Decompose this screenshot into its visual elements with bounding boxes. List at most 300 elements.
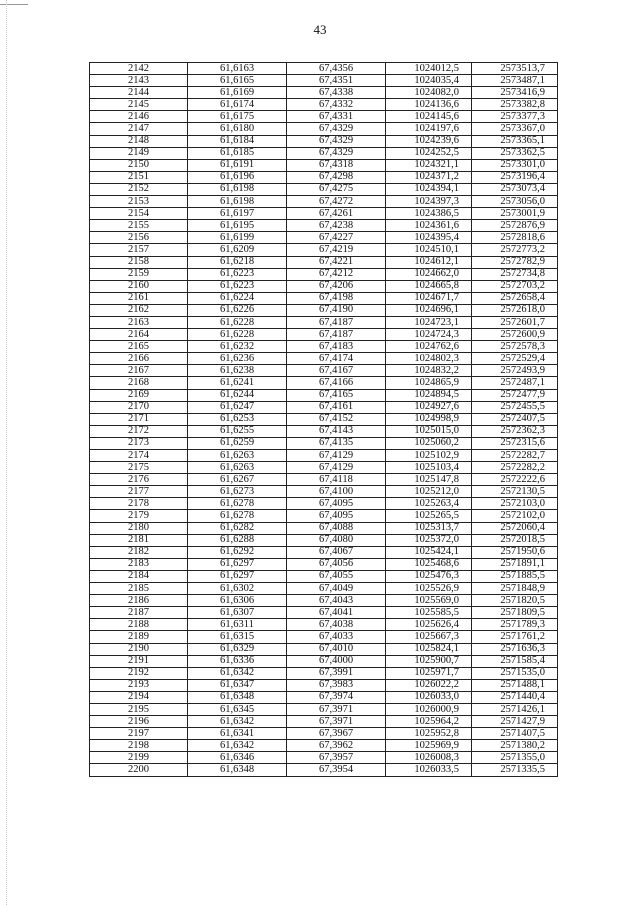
latitude-cell: 61,6255 xyxy=(188,425,287,437)
y-coordinate-cell: 2573367,0 xyxy=(472,123,558,135)
latitude-cell: 61,6342 xyxy=(188,716,287,728)
table-row xyxy=(90,437,558,449)
latitude-cell: 61,6244 xyxy=(188,389,287,401)
y-coordinate-cell: 2572773,2 xyxy=(472,244,558,256)
point-number-cell: 2198 xyxy=(90,740,188,752)
y-coordinate-cell: 2572487,1 xyxy=(472,377,558,389)
point-number-cell: 2187 xyxy=(90,607,188,619)
longitude-cell: 67,3954 xyxy=(287,764,386,776)
latitude-cell: 61,6199 xyxy=(188,232,287,244)
point-number-cell: 2194 xyxy=(90,691,188,703)
longitude-cell: 67,4118 xyxy=(287,474,386,486)
y-coordinate-cell: 2571891,1 xyxy=(472,558,558,570)
latitude-cell: 61,6342 xyxy=(188,667,287,679)
longitude-cell: 67,4165 xyxy=(287,389,386,401)
y-coordinate-cell: 2571335,5 xyxy=(472,764,558,776)
point-number-cell: 2148 xyxy=(90,135,188,147)
latitude-cell: 61,6329 xyxy=(188,643,287,655)
latitude-cell: 61,6174 xyxy=(188,99,287,111)
point-number-cell: 2170 xyxy=(90,401,188,413)
table-row xyxy=(90,341,558,353)
x-coordinate-cell: 1025060,2 xyxy=(386,437,472,449)
point-number-cell: 2176 xyxy=(90,474,188,486)
point-number-cell: 2185 xyxy=(90,583,188,595)
latitude-cell: 61,6345 xyxy=(188,703,287,715)
latitude-cell: 61,6341 xyxy=(188,728,287,740)
y-coordinate-cell: 2572703,2 xyxy=(472,280,558,292)
x-coordinate-cell: 1024321,1 xyxy=(386,159,472,171)
point-number-cell: 2174 xyxy=(90,450,188,462)
y-coordinate-cell: 2573416,9 xyxy=(472,87,558,99)
longitude-cell: 67,4298 xyxy=(287,171,386,183)
point-number-cell: 2147 xyxy=(90,123,188,135)
latitude-cell: 61,6191 xyxy=(188,159,287,171)
point-number-cell: 2158 xyxy=(90,256,188,268)
latitude-cell: 61,6348 xyxy=(188,764,287,776)
longitude-cell: 67,4143 xyxy=(287,425,386,437)
latitude-cell: 61,6247 xyxy=(188,401,287,413)
y-coordinate-cell: 2571440,4 xyxy=(472,691,558,703)
longitude-cell: 67,4187 xyxy=(287,316,386,328)
point-number-cell: 2173 xyxy=(90,437,188,449)
longitude-cell: 67,4332 xyxy=(287,99,386,111)
y-coordinate-cell: 2573362,5 xyxy=(472,147,558,159)
longitude-cell: 67,4038 xyxy=(287,619,386,631)
longitude-cell: 67,4161 xyxy=(287,401,386,413)
x-coordinate-cell: 1025212,0 xyxy=(386,486,472,498)
latitude-cell: 61,6228 xyxy=(188,329,287,341)
x-coordinate-cell: 1024252,5 xyxy=(386,147,472,159)
x-coordinate-cell: 1025585,5 xyxy=(386,607,472,619)
x-coordinate-cell: 1024239,6 xyxy=(386,135,472,147)
longitude-cell: 67,4238 xyxy=(287,220,386,232)
coordinates-table xyxy=(89,62,558,777)
y-coordinate-cell: 2572529,4 xyxy=(472,353,558,365)
point-number-cell: 2178 xyxy=(90,498,188,510)
point-number-cell: 2199 xyxy=(90,752,188,764)
longitude-cell: 67,4275 xyxy=(287,183,386,195)
table-row xyxy=(90,401,558,413)
y-coordinate-cell: 2573056,0 xyxy=(472,196,558,208)
point-number-cell: 2143 xyxy=(90,75,188,87)
longitude-cell: 67,3962 xyxy=(287,740,386,752)
point-number-cell: 2172 xyxy=(90,425,188,437)
point-number-cell: 2144 xyxy=(90,87,188,99)
table-row xyxy=(90,159,558,171)
table-row xyxy=(90,316,558,328)
latitude-cell: 61,6198 xyxy=(188,196,287,208)
point-number-cell: 2154 xyxy=(90,208,188,220)
x-coordinate-cell: 1024802,3 xyxy=(386,353,472,365)
point-number-cell: 2152 xyxy=(90,183,188,195)
y-coordinate-cell: 2571848,9 xyxy=(472,583,558,595)
table-row xyxy=(90,292,558,304)
x-coordinate-cell: 1024371,2 xyxy=(386,171,472,183)
longitude-cell: 67,4067 xyxy=(287,546,386,558)
x-coordinate-cell: 1026000,9 xyxy=(386,703,472,715)
point-number-cell: 2164 xyxy=(90,329,188,341)
table-row xyxy=(90,558,558,570)
table-row xyxy=(90,510,558,522)
latitude-cell: 61,6175 xyxy=(188,111,287,123)
longitude-cell: 67,4318 xyxy=(287,159,386,171)
x-coordinate-cell: 1024394,1 xyxy=(386,183,472,195)
table-row xyxy=(90,486,558,498)
longitude-cell: 67,4033 xyxy=(287,631,386,643)
latitude-cell: 61,6197 xyxy=(188,208,287,220)
x-coordinate-cell: 1024361,6 xyxy=(386,220,472,232)
latitude-cell: 61,6226 xyxy=(188,304,287,316)
longitude-cell: 67,3983 xyxy=(287,679,386,691)
x-coordinate-cell: 1025103,4 xyxy=(386,462,472,474)
longitude-cell: 67,4356 xyxy=(287,63,386,75)
table-row xyxy=(90,171,558,183)
point-number-cell: 2200 xyxy=(90,764,188,776)
longitude-cell: 67,4043 xyxy=(287,595,386,607)
latitude-cell: 61,6236 xyxy=(188,353,287,365)
x-coordinate-cell: 1024197,6 xyxy=(386,123,472,135)
point-number-cell: 2186 xyxy=(90,595,188,607)
table-row xyxy=(90,522,558,534)
table-row xyxy=(90,123,558,135)
x-coordinate-cell: 1025468,6 xyxy=(386,558,472,570)
point-number-cell: 2183 xyxy=(90,558,188,570)
longitude-cell: 67,4183 xyxy=(287,341,386,353)
longitude-cell: 67,4049 xyxy=(287,583,386,595)
point-number-cell: 2151 xyxy=(90,171,188,183)
latitude-cell: 61,6184 xyxy=(188,135,287,147)
table-row xyxy=(90,643,558,655)
point-number-cell: 2155 xyxy=(90,220,188,232)
y-coordinate-cell: 2571820,5 xyxy=(472,595,558,607)
x-coordinate-cell: 1024082,0 xyxy=(386,87,472,99)
point-number-cell: 2167 xyxy=(90,365,188,377)
y-coordinate-cell: 2572102,0 xyxy=(472,510,558,522)
x-coordinate-cell: 1024662,0 xyxy=(386,268,472,280)
point-number-cell: 2157 xyxy=(90,244,188,256)
table-row xyxy=(90,631,558,643)
x-coordinate-cell: 1024612,1 xyxy=(386,256,472,268)
x-coordinate-cell: 1025147,8 xyxy=(386,474,472,486)
y-coordinate-cell: 2571885,5 xyxy=(472,570,558,582)
x-coordinate-cell: 1025569,0 xyxy=(386,595,472,607)
table-row xyxy=(90,135,558,147)
y-coordinate-cell: 2572578,3 xyxy=(472,341,558,353)
latitude-cell: 61,6228 xyxy=(188,316,287,328)
longitude-cell: 67,4206 xyxy=(287,280,386,292)
point-number-cell: 2182 xyxy=(90,546,188,558)
y-coordinate-cell: 2571355,0 xyxy=(472,752,558,764)
longitude-cell: 67,4219 xyxy=(287,244,386,256)
latitude-cell: 61,6263 xyxy=(188,462,287,474)
latitude-cell: 61,6223 xyxy=(188,280,287,292)
y-coordinate-cell: 2571761,2 xyxy=(472,631,558,643)
latitude-cell: 61,6185 xyxy=(188,147,287,159)
y-coordinate-cell: 2572782,9 xyxy=(472,256,558,268)
latitude-cell: 61,6165 xyxy=(188,75,287,87)
point-number-cell: 2165 xyxy=(90,341,188,353)
point-number-cell: 2184 xyxy=(90,570,188,582)
x-coordinate-cell: 1025964,2 xyxy=(386,716,472,728)
latitude-cell: 61,6259 xyxy=(188,437,287,449)
table-row xyxy=(90,280,558,292)
latitude-cell: 61,6348 xyxy=(188,691,287,703)
latitude-cell: 61,6209 xyxy=(188,244,287,256)
table-row xyxy=(90,389,558,401)
latitude-cell: 61,6218 xyxy=(188,256,287,268)
y-coordinate-cell: 2573196,4 xyxy=(472,171,558,183)
latitude-cell: 61,6169 xyxy=(188,87,287,99)
latitude-cell: 61,6347 xyxy=(188,679,287,691)
latitude-cell: 61,6195 xyxy=(188,220,287,232)
point-number-cell: 2175 xyxy=(90,462,188,474)
x-coordinate-cell: 1024386,5 xyxy=(386,208,472,220)
point-number-cell: 2142 xyxy=(90,63,188,75)
latitude-cell: 61,6238 xyxy=(188,365,287,377)
longitude-cell: 67,4010 xyxy=(287,643,386,655)
point-number-cell: 2171 xyxy=(90,413,188,425)
point-number-cell: 2191 xyxy=(90,655,188,667)
table-row xyxy=(90,425,558,437)
longitude-cell: 67,4055 xyxy=(287,570,386,582)
y-coordinate-cell: 2572876,9 xyxy=(472,220,558,232)
longitude-cell: 67,4041 xyxy=(287,607,386,619)
point-number-cell: 2145 xyxy=(90,99,188,111)
latitude-cell: 61,6342 xyxy=(188,740,287,752)
latitude-cell: 61,6267 xyxy=(188,474,287,486)
longitude-cell: 67,4166 xyxy=(287,377,386,389)
y-coordinate-cell: 2572222,6 xyxy=(472,474,558,486)
y-coordinate-cell: 2572130,5 xyxy=(472,486,558,498)
y-coordinate-cell: 2572493,9 xyxy=(472,365,558,377)
table-row xyxy=(90,244,558,256)
latitude-cell: 61,6180 xyxy=(188,123,287,135)
x-coordinate-cell: 1025824,1 xyxy=(386,643,472,655)
y-coordinate-cell: 2573382,8 xyxy=(472,99,558,111)
x-coordinate-cell: 1024665,8 xyxy=(386,280,472,292)
x-coordinate-cell: 1024671,7 xyxy=(386,292,472,304)
latitude-cell: 61,6198 xyxy=(188,183,287,195)
table-row xyxy=(90,667,558,679)
table-row xyxy=(90,703,558,715)
x-coordinate-cell: 1024012,5 xyxy=(386,63,472,75)
y-coordinate-cell: 2572282,2 xyxy=(472,462,558,474)
longitude-cell: 67,4329 xyxy=(287,123,386,135)
longitude-cell: 67,4338 xyxy=(287,87,386,99)
y-coordinate-cell: 2572315,6 xyxy=(472,437,558,449)
y-coordinate-cell: 2572734,8 xyxy=(472,268,558,280)
y-coordinate-cell: 2572818,6 xyxy=(472,232,558,244)
latitude-cell: 61,6263 xyxy=(188,450,287,462)
x-coordinate-cell: 1025526,9 xyxy=(386,583,472,595)
latitude-cell: 61,6336 xyxy=(188,655,287,667)
longitude-cell: 67,4152 xyxy=(287,413,386,425)
x-coordinate-cell: 1025313,7 xyxy=(386,522,472,534)
longitude-cell: 67,4129 xyxy=(287,462,386,474)
point-number-cell: 2193 xyxy=(90,679,188,691)
table-row xyxy=(90,534,558,546)
point-number-cell: 2161 xyxy=(90,292,188,304)
point-number-cell: 2181 xyxy=(90,534,188,546)
x-coordinate-cell: 1025102,9 xyxy=(386,450,472,462)
x-coordinate-cell: 1026033,0 xyxy=(386,691,472,703)
y-coordinate-cell: 2573487,1 xyxy=(472,75,558,87)
longitude-cell: 67,4212 xyxy=(287,268,386,280)
x-coordinate-cell: 1025372,0 xyxy=(386,534,472,546)
x-coordinate-cell: 1024696,1 xyxy=(386,304,472,316)
longitude-cell: 67,3991 xyxy=(287,667,386,679)
x-coordinate-cell: 1025667,3 xyxy=(386,631,472,643)
y-coordinate-cell: 2572658,4 xyxy=(472,292,558,304)
point-number-cell: 2163 xyxy=(90,316,188,328)
longitude-cell: 67,3971 xyxy=(287,716,386,728)
point-number-cell: 2192 xyxy=(90,667,188,679)
table-row xyxy=(90,256,558,268)
table-row xyxy=(90,728,558,740)
table-row xyxy=(90,220,558,232)
longitude-cell: 67,4000 xyxy=(287,655,386,667)
table-row xyxy=(90,63,558,75)
x-coordinate-cell: 1024894,5 xyxy=(386,389,472,401)
x-coordinate-cell: 1025265,5 xyxy=(386,510,472,522)
y-coordinate-cell: 2571535,0 xyxy=(472,667,558,679)
table-row xyxy=(90,716,558,728)
table-row xyxy=(90,679,558,691)
longitude-cell: 67,4056 xyxy=(287,558,386,570)
point-number-cell: 2195 xyxy=(90,703,188,715)
y-coordinate-cell: 2572600,9 xyxy=(472,329,558,341)
y-coordinate-cell: 2571426,1 xyxy=(472,703,558,715)
y-coordinate-cell: 2571809,5 xyxy=(472,607,558,619)
latitude-cell: 61,6307 xyxy=(188,607,287,619)
latitude-cell: 61,6223 xyxy=(188,268,287,280)
longitude-cell: 67,4174 xyxy=(287,353,386,365)
table-row xyxy=(90,365,558,377)
x-coordinate-cell: 1024723,1 xyxy=(386,316,472,328)
x-coordinate-cell: 1024762,6 xyxy=(386,341,472,353)
latitude-cell: 61,6288 xyxy=(188,534,287,546)
table-row xyxy=(90,498,558,510)
latitude-cell: 61,6282 xyxy=(188,522,287,534)
x-coordinate-cell: 1025971,7 xyxy=(386,667,472,679)
table-row xyxy=(90,304,558,316)
y-coordinate-cell: 2572601,7 xyxy=(472,316,558,328)
table-row xyxy=(90,655,558,667)
latitude-cell: 61,6346 xyxy=(188,752,287,764)
table-row xyxy=(90,196,558,208)
table-row xyxy=(90,595,558,607)
point-number-cell: 2177 xyxy=(90,486,188,498)
x-coordinate-cell: 1025969,9 xyxy=(386,740,472,752)
longitude-cell: 67,4088 xyxy=(287,522,386,534)
latitude-cell: 61,6292 xyxy=(188,546,287,558)
y-coordinate-cell: 2572362,3 xyxy=(472,425,558,437)
longitude-cell: 67,4100 xyxy=(287,486,386,498)
longitude-cell: 67,4261 xyxy=(287,208,386,220)
y-coordinate-cell: 2572455,5 xyxy=(472,401,558,413)
point-number-cell: 2159 xyxy=(90,268,188,280)
point-number-cell: 2169 xyxy=(90,389,188,401)
x-coordinate-cell: 1024927,6 xyxy=(386,401,472,413)
point-number-cell: 2156 xyxy=(90,232,188,244)
y-coordinate-cell: 2571789,3 xyxy=(472,619,558,631)
point-number-cell: 2166 xyxy=(90,353,188,365)
x-coordinate-cell: 1024998,9 xyxy=(386,413,472,425)
point-number-cell: 2162 xyxy=(90,304,188,316)
table-row xyxy=(90,570,558,582)
y-coordinate-cell: 2573001,9 xyxy=(472,208,558,220)
x-coordinate-cell: 1025476,3 xyxy=(386,570,472,582)
point-number-cell: 2180 xyxy=(90,522,188,534)
table-row xyxy=(90,413,558,425)
y-coordinate-cell: 2572407,5 xyxy=(472,413,558,425)
x-coordinate-cell: 1025900,7 xyxy=(386,655,472,667)
table-row xyxy=(90,450,558,462)
x-coordinate-cell: 1024136,6 xyxy=(386,99,472,111)
latitude-cell: 61,6297 xyxy=(188,558,287,570)
x-coordinate-cell: 1026033,5 xyxy=(386,764,472,776)
point-number-cell: 2179 xyxy=(90,510,188,522)
x-coordinate-cell: 1025952,8 xyxy=(386,728,472,740)
longitude-cell: 67,4080 xyxy=(287,534,386,546)
x-coordinate-cell: 1026022,2 xyxy=(386,679,472,691)
point-number-cell: 2197 xyxy=(90,728,188,740)
x-coordinate-cell: 1024035,4 xyxy=(386,75,472,87)
longitude-cell: 67,4190 xyxy=(287,304,386,316)
longitude-cell: 67,3974 xyxy=(287,691,386,703)
x-coordinate-cell: 1024397,3 xyxy=(386,196,472,208)
latitude-cell: 61,6302 xyxy=(188,583,287,595)
table-row xyxy=(90,183,558,195)
longitude-cell: 67,4329 xyxy=(287,147,386,159)
table-row xyxy=(90,111,558,123)
x-coordinate-cell: 1024395,4 xyxy=(386,232,472,244)
table-row xyxy=(90,329,558,341)
longitude-cell: 67,4187 xyxy=(287,329,386,341)
x-coordinate-cell: 1025015,0 xyxy=(386,425,472,437)
latitude-cell: 61,6273 xyxy=(188,486,287,498)
point-number-cell: 2190 xyxy=(90,643,188,655)
y-coordinate-cell: 2572018,5 xyxy=(472,534,558,546)
longitude-cell: 67,4167 xyxy=(287,365,386,377)
latitude-cell: 61,6306 xyxy=(188,595,287,607)
table-row xyxy=(90,377,558,389)
longitude-cell: 67,4129 xyxy=(287,450,386,462)
latitude-cell: 61,6241 xyxy=(188,377,287,389)
x-coordinate-cell: 1024510,1 xyxy=(386,244,472,256)
table-row xyxy=(90,474,558,486)
table-row xyxy=(90,607,558,619)
table-row xyxy=(90,353,558,365)
x-coordinate-cell: 1024145,6 xyxy=(386,111,472,123)
longitude-cell: 67,4095 xyxy=(287,498,386,510)
table-row xyxy=(90,87,558,99)
table-row xyxy=(90,99,558,111)
table-row xyxy=(90,691,558,703)
y-coordinate-cell: 2571427,9 xyxy=(472,716,558,728)
longitude-cell: 67,4198 xyxy=(287,292,386,304)
latitude-cell: 61,6278 xyxy=(188,510,287,522)
y-coordinate-cell: 2572477,9 xyxy=(472,389,558,401)
left-binding-edge xyxy=(6,0,7,905)
x-coordinate-cell: 1025424,1 xyxy=(386,546,472,558)
y-coordinate-cell: 2572618,0 xyxy=(472,304,558,316)
point-number-cell: 2146 xyxy=(90,111,188,123)
y-coordinate-cell: 2573073,4 xyxy=(472,183,558,195)
y-coordinate-cell: 2573301,0 xyxy=(472,159,558,171)
longitude-cell: 67,4221 xyxy=(287,256,386,268)
x-coordinate-cell: 1025626,4 xyxy=(386,619,472,631)
